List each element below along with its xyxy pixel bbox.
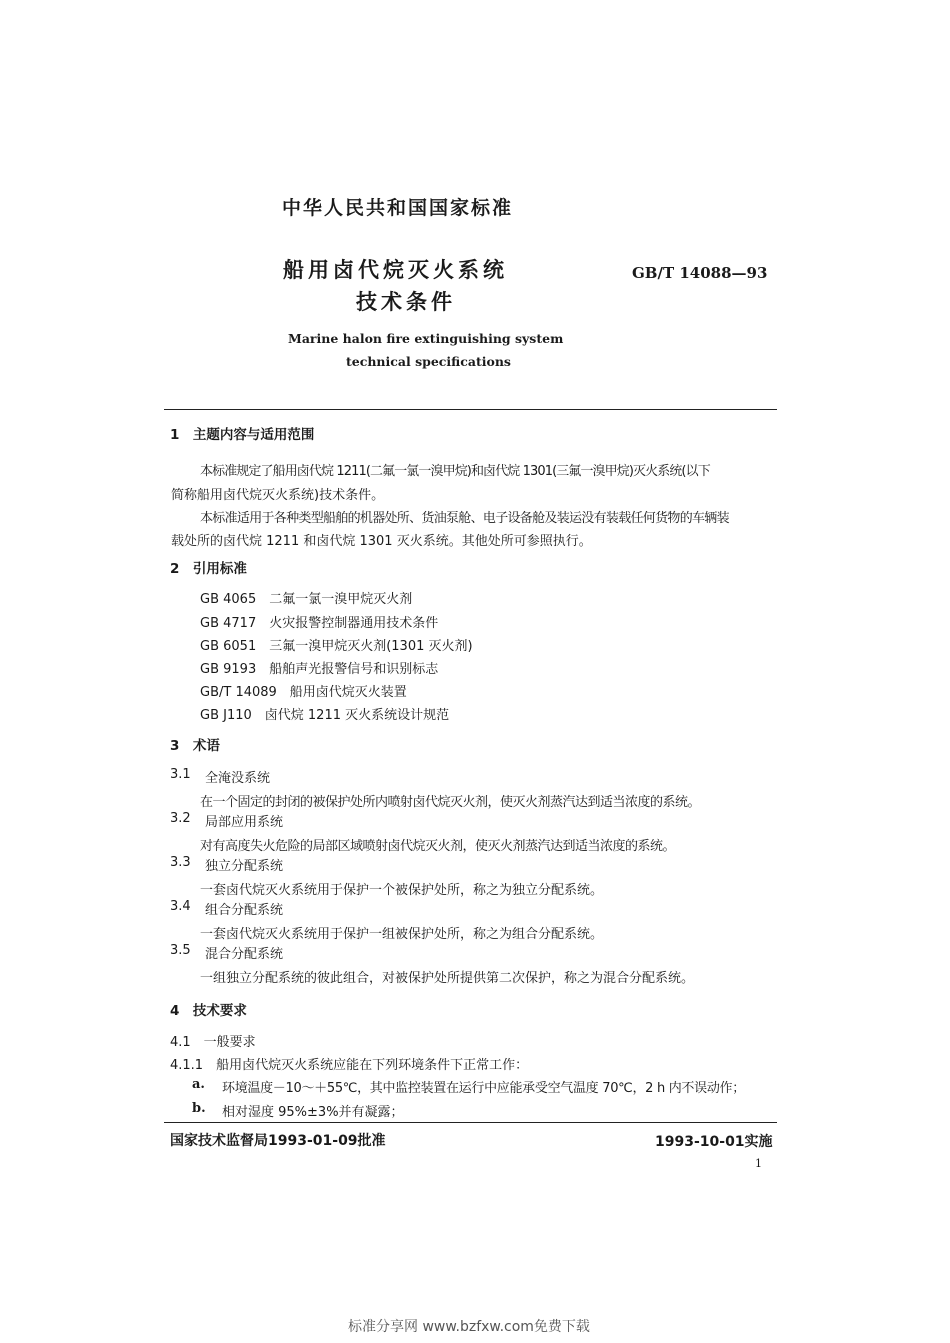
term-name: 局部应用系统 [205, 815, 284, 830]
term-name: 全淹没系统 [205, 771, 271, 786]
subsection-4-1-1: 4.1.1 船用卤代烷灭火系统应能在下列环境条件下正常工作： [170, 1058, 529, 1073]
site-watermark: 标准分享网 www.bzfxw.com免费下载 [348, 1319, 590, 1335]
term-number: 3.4 [170, 899, 191, 914]
section-2-heading: 2 引用标准 [170, 561, 247, 577]
reference-item: GB J110 卤代烷 1211 灭火系统设计规范 [200, 708, 450, 723]
reference-item: GB/T 14089 船用卤代烷灭火装置 [200, 685, 407, 700]
reference-item: GB 4065 二氟一氯一溴甲烷灭火剂 [200, 592, 413, 607]
header-divider [164, 409, 777, 410]
term-name: 混合分配系统 [205, 947, 284, 962]
section-1-paragraph-2-line-2: 载处所的卤代烷 1211 和卤代烷 1301 灭火系统。其他处所可参照执行。 [171, 534, 592, 549]
standard-number: GB/T 14088—93 [632, 264, 768, 282]
section-1-heading: 1 主题内容与适用范围 [170, 427, 315, 443]
section-4-heading: 4 技术要求 [170, 1003, 247, 1019]
list-label: a. [192, 1077, 205, 1092]
term-definition: 一组独立分配系统的彼此组合，对被保护处所提供第二次保护，称之为混合分配系统。 [200, 971, 695, 986]
term-number: 3.5 [170, 943, 191, 958]
section-1-paragraph-1-line-2: 简称船用卤代烷灭火系统)技术条件。 [171, 488, 385, 503]
english-title-line2: technical specifications [346, 354, 511, 369]
list-item-text: 相对湿度 95%±3%并有凝露； [222, 1105, 404, 1120]
section-1-paragraph-1-line-1: 本标准规定了船用卤代烷 1211(二氟一氯一溴甲烷)和卤代烷 1301(三氟一溴甲烷)灭火系统(以下 [200, 464, 710, 479]
list-label: b. [192, 1101, 206, 1116]
approval-line: 国家技术监督局1993-01-09批准 [170, 1133, 386, 1149]
national-standard-heading: 中华人民共和国国家标准 [282, 197, 514, 219]
section-3-heading: 3 术语 [170, 738, 220, 754]
term-definition: 对有高度失火危险的局部区域喷射卤代烷灭火剂，使灭火剂蒸汽达到适当浓度的系统。 [200, 839, 676, 854]
term-number: 3.1 [170, 767, 191, 782]
reference-item: GB 4717 火灾报警控制器通用技术条件 [200, 616, 439, 631]
term-definition: 在一个固定的封闭的被保护处所内喷射卤代烷灭火剂，使灭火剂蒸汽达到适当浓度的系统。 [200, 795, 701, 810]
document-title-line2: 技术条件 [356, 290, 456, 314]
section-1-paragraph-2-line-1: 本标准适用于各种类型船舶的机器处所、货油泵舱、电子设备舱及装运没有装载任何货物的车辆装 [200, 511, 729, 526]
term-number: 3.3 [170, 855, 191, 870]
reference-item: GB 6051 三氟一溴甲烷灭火剂(1301 灭火剂) [200, 639, 473, 654]
term-name: 独立分配系统 [205, 859, 284, 874]
list-item-text: 环境温度－10～＋55℃，其中监控装置在运行中应能承受空气温度 70℃，2 h 内不误动作； [222, 1081, 745, 1096]
term-definition: 一套卤代烷灭火系统用于保护一组被保护处所，称之为组合分配系统。 [200, 927, 604, 942]
footer-divider [164, 1122, 777, 1123]
english-title-line1: Marine halon fire extinguishing system [288, 331, 564, 346]
page-number: 1 [755, 1157, 762, 1170]
term-definition: 一套卤代烷灭火系统用于保护一个被保护处所，称之为独立分配系统。 [200, 883, 604, 898]
reference-item: GB 9193 船舶声光报警信号和识别标志 [200, 662, 439, 677]
subsection-4-1: 4.1 一般要求 [170, 1035, 256, 1050]
document-title-line1: 船用卤代烷灭火系统 [283, 258, 508, 282]
term-name: 组合分配系统 [205, 903, 284, 918]
implementation-date: 1993-10-01实施 [655, 1134, 773, 1150]
term-number: 3.2 [170, 811, 191, 826]
